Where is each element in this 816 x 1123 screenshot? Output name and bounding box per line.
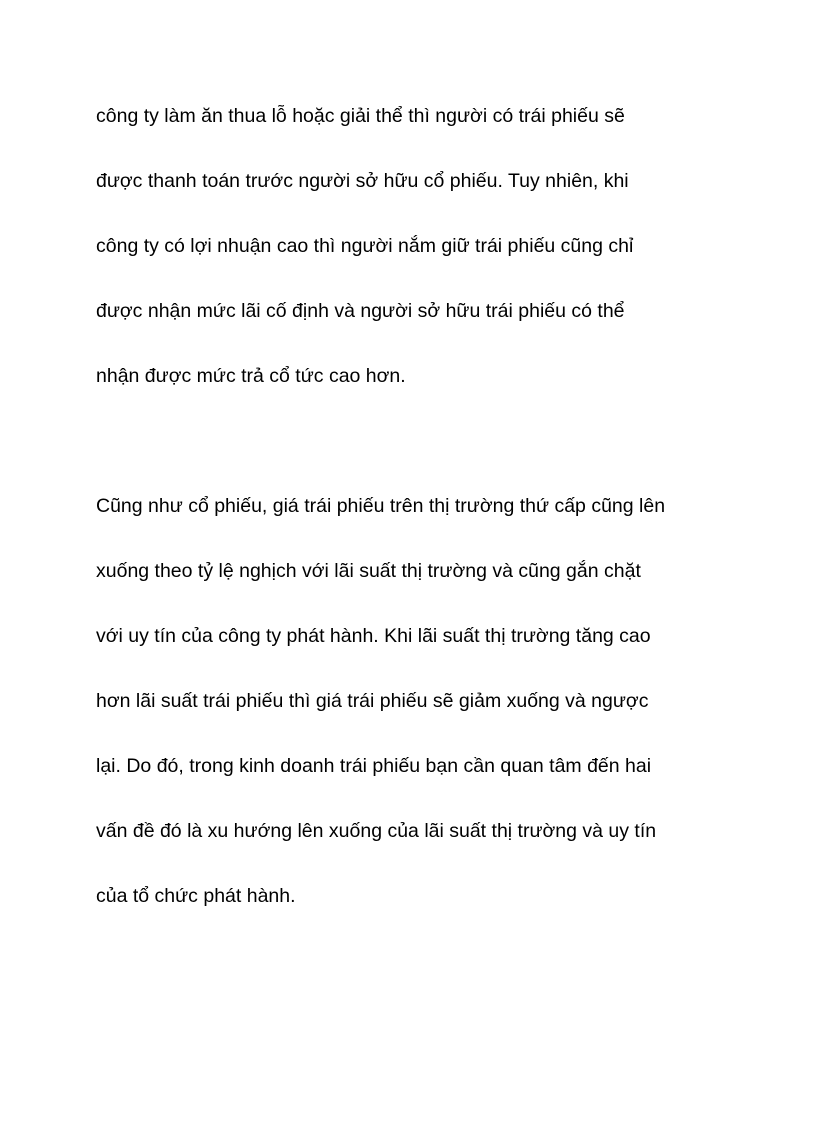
text-line: của tổ chức phát hành. — [96, 885, 296, 907]
text-line: xuống theo tỷ lệ nghịch với lãi suất thị trường và cũng gắn chặt — [96, 560, 641, 582]
text-line: với uy tín của công ty phát hành. Khi lãi suất thị trường tăng cao — [96, 625, 651, 647]
text-line: nhận được mức trả cổ tức cao hơn. — [96, 365, 406, 387]
paragraph-1 — [96, 98, 736, 423]
text-line: công ty làm ăn thua lỗ hoặc giải thể thì người có trái phiếu sẽ — [96, 105, 625, 127]
text-line: vấn đề đó là xu hướng lên xuống của lãi suất thị trường và uy tín — [96, 820, 657, 842]
text-line: được nhận mức lãi cố định và người sở hữu trái phiếu có thể — [96, 300, 625, 322]
text-line: hơn lãi suất trái phiếu thì giá trái phiếu sẽ giảm xuống và ngược — [96, 690, 649, 712]
text-line: được thanh toán trước người sở hữu cổ phiếu. Tuy nhiên, khi — [96, 170, 629, 192]
paragraph-2 — [96, 488, 736, 943]
text-line: công ty có lợi nhuận cao thì người nắm giữ trái phiếu cũng chỉ — [96, 235, 634, 257]
text-line: Cũng như cổ phiếu, giá trái phiếu trên thị trường thứ cấp cũng lên — [96, 495, 666, 517]
text-line: lại. Do đó, trong kinh doanh trái phiếu bạn cần quan tâm đến hai — [96, 755, 652, 777]
